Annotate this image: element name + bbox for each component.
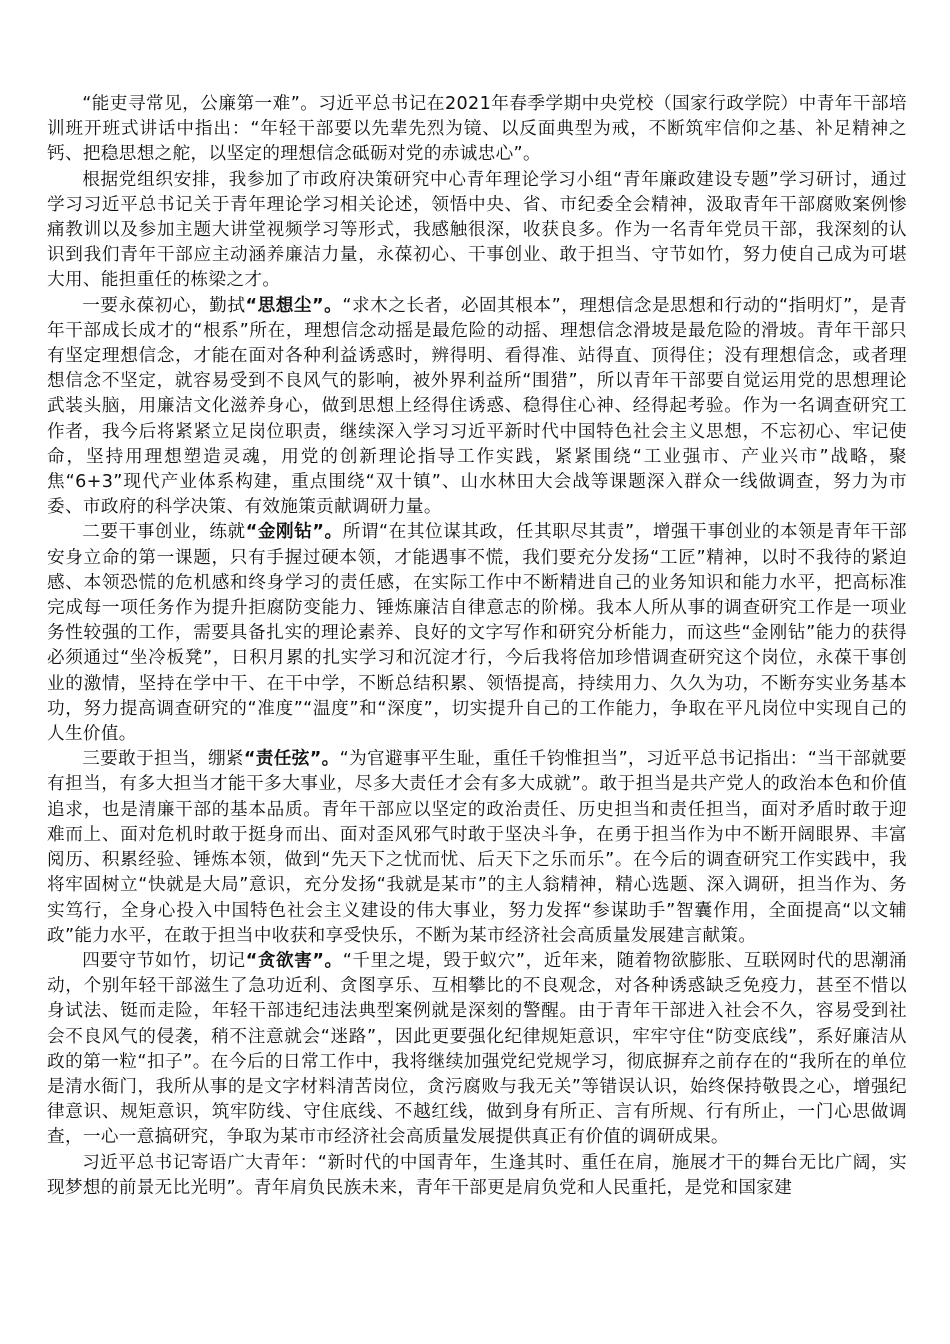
paragraph-bold-keyword: “金刚钻”。 [245,522,343,543]
paragraph-point-1 [47,294,907,521]
paragraph-lead: 四要守节如竹，切记 [82,950,246,971]
paragraph-lead: 二要干事创业，练就 [82,522,246,543]
paragraph-text: “为官避事平生耻，重任千钧惟担当”，习近平总书记指出：“当干部就要有担当，有多大担当才能干多大事业，尽多大责任才会有多大成就”。敢于担当是共产党人的政治本色和价值追求，也是清廉干部的基本品质。青年干部应以坚定的政治责任、历史担当和责任担当，面对矛盾时敢于迎难而上、面对危机时敢于挺身而出、面对歪风邪气时敢于坚决斗争，在勇于担当作为中不断开阔眼界、丰富阅历、积累经验、锤炼本领，做到“先天下之忧而忧、后天下之乐而乐”。在今后的调查研究工作实践中，我将牢固树立“快就是大局”意识，充分发扬“我就是某市”的主人翁精神，精心选题、深入调研，担当作为、务实笃行，全身心投入中国特色社会主义建设的伟大事业，努力发挥“参谋助手”智囊作用，全面提高“以文辅政”能力水平，在敢于担当中收获和享受快乐，不断为某市经济社会高质量发展建言献策。 [47,749,907,946]
paragraph-bold-keyword: “贪欲害”。 [245,950,343,971]
paragraph-point-4 [47,949,907,1151]
paragraph-bold-keyword: “思想尘”。 [245,295,343,316]
paragraph-text: 习近平总书记寄语广大青年：“新时代的中国青年，生逢其时、重任在肩，施展才干的舞台无比广阔，实现梦想的前景无比光明”。青年肩负民族未来，青年干部更是肩负党和人民重托，是党和国家建 [47,1152,907,1198]
paragraph-background [47,168,907,294]
paragraph-text: “求木之长者，必固其根本”，理想信念是思想和行动的“指明灯”，是青年干部成长成才的“根系”所在，理想信念动摇是最危险的动摇、理想信念滑坡是最危险的滑坡。青年干部只有坚定理想信念，才能在面对各种利益诱惑时，辨得明、看得准、站得直、顶得住；没有理想信念，或者理想信念不坚定，就容易受到不良风气的影响，被外界利益所“围猎”，所以青年干部要自觉运用党的思想理论武装头脑，用廉洁文化滋养身心，做到思想上经得住诱惑、稳得住心神、经得起考验。作为一名调查研究工作者，我今后将紧紧立足岗位职责，继续深入学习习近平新时代中国特色社会主义思想，不忘初心、牢记使命，坚持用理想塑造灵魂，用党的创新理论指导工作实践，紧紧围绕“工业强市、产业兴市”战略，聚焦“6+3”现代产业体系构建，重点围绕“双十镇”、山水林田大会战等课题深入群众一线做调查，努力为市委、市政府的科学决策、有效施策贡献调研力量。 [47,295,907,518]
paragraph-point-3 [47,747,907,949]
paragraph-bold-keyword: “责任弦”。 [243,749,340,770]
paragraph-text: “能吏寻常见，公廉第一难”。习近平总书记在2021年春季学期中央党校（国家行政学院）中青年干部培训班开班式讲话中指出：“年轻干部要以先辈先烈为镜、以反面典型为戒，不断筑牢信仰之基、补足精神之钙、把稳思想之舵，以坚定的理想信念砥砺对党的赤诚忠心”。 [47,94,907,165]
paragraph-text: 所谓“在其位谋其政，任其职尽其责”，增强干事创业的本领是青年干部安身立命的第一课题，只有手握过硬本领，才能遇事不慌，我们要充分发扬“工匠”精神，以时不我待的紧迫感、本领恐慌的危机感和终身学习的责任感，在实际工作中不断精进自己的业务知识和能力水平，把高标准完成每一项任务作为提升拒腐防变能力、锤炼廉洁自律意志的阶梯。我本人所从事的调查研究工作是一项业务性较强的工作，需要具备扎实的理论素养、良好的文字写作和研究分析能力，而这些“金刚钻”能力的获得必须通过“坐冷板凳”，日积月累的扎实学习和沉淀才行，今后我将倍加珍惜调查研究这个岗位，永葆干事创业的激情，坚持在学中干、在干中学，不断总结积累、领悟提高，持续用力、久久为功，不断夯实业务基本功，努力提高调查研究的“准度”“温度”和“深度”，切实提升自己的工作能力，争取在平凡岗位中实现自己的人生价值。 [47,522,907,745]
paragraph-intro-quote [47,92,907,168]
paragraph-lead: 三要敢于担当，绷紧 [82,749,244,770]
paragraph-closing [47,1151,907,1201]
paragraph-point-2 [47,520,907,747]
paragraph-text: 根据党组织安排，我参加了市政府决策研究中心青年理论学习小组“青年廉政建设专题”学习研讨，通过学习习近平总书记关于青年理论学习相关论述，领悟中央、省、市纪委全会精神，汲取青年干部腐败案例惨痛教训以及参加主题大讲堂视频学习等形式，我感触很深，收获良多。作为一名青年党员干部，我深刻的认识到我们青年干部应主动涵养廉洁力量，永葆初心、干事创业、敢于担当、守节如竹，努力使自己成为可堪大用、能担重任的栋梁之才。 [47,169,907,291]
paragraph-lead: 一要永葆初心，勤拭 [82,295,246,316]
paragraph-text: “千里之堤，毁于蚁穴”，近年来，随着物欲膨胀、互联网时代的思潮涌动，个别年轻干部滋生了急功近利、贪图享乐、互相攀比的不良观念，对各种诱惑缺乏免疫力，甚至不惜以身试法、铤而走险，年轻干部违纪违法典型案例就是深刻的警醒。由于青年干部进入社会不久，容易受到社会不良风气的侵袭，稍不注意就会“迷路”，因此更要强化纪律规矩意识，牢牢守住“防变底线”，系好廉洁从政的第一粒“扣子”。在今后的日常工作中，我将继续加强党纪党规学习，彻底摒弃之前存在的“我所在的单位是清水衙门，我所从事的是文字材料清苦岗位，贪污腐败与我无关”等错误认识，始终保持敬畏之心，增强纪律意识、规矩意识，筑牢防线、守住底线、不越红线，做到身有所正、言有所规、行有所止，一门心思做调查，一心一意搞研究，争取为某市市经济社会高质量发展提供真正有价值的调研成果。 [47,950,907,1148]
document-body [47,92,907,1201]
